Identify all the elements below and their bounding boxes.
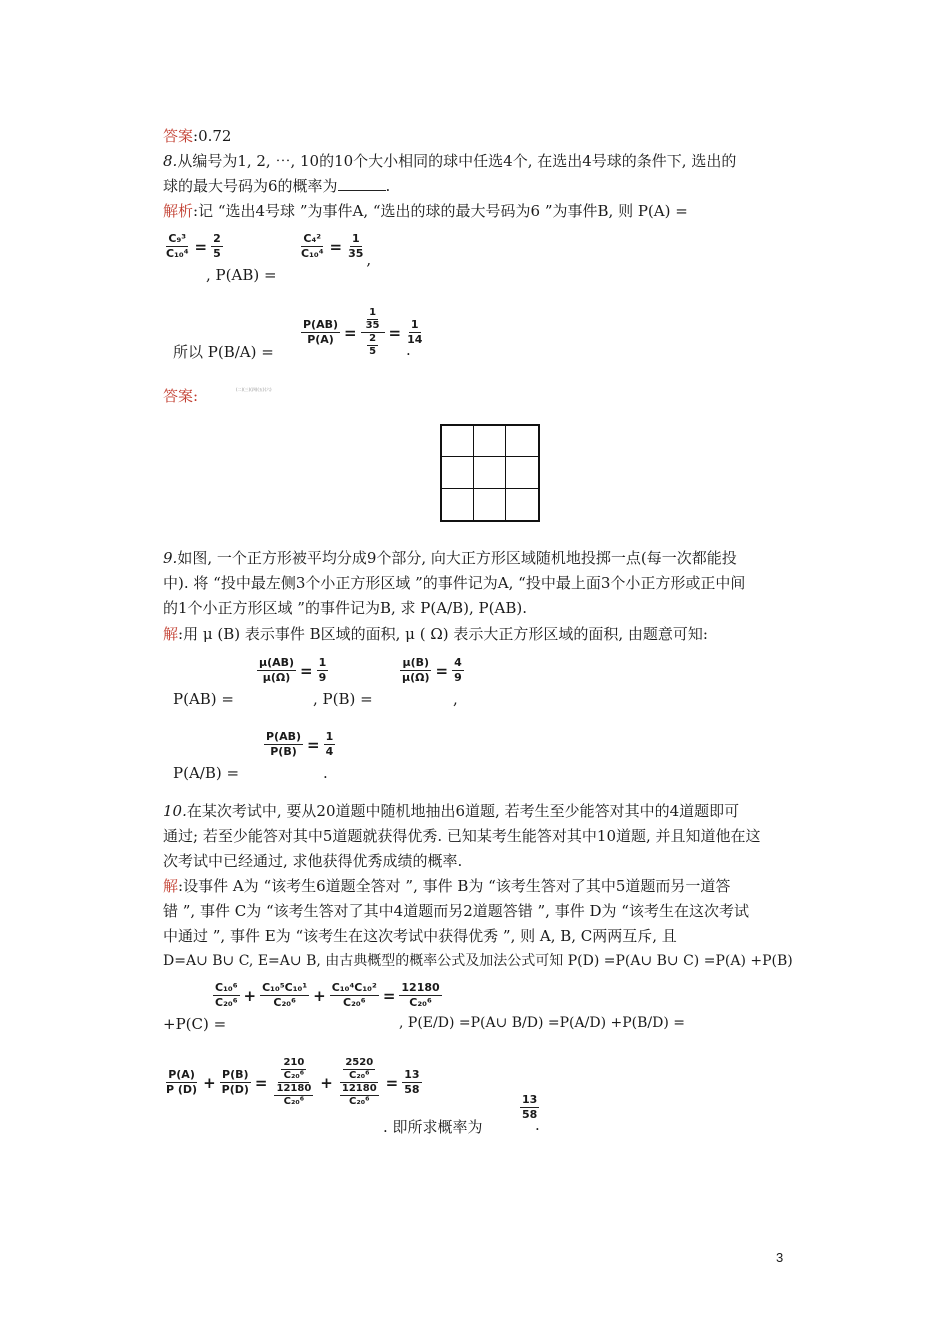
answer2-colon: : (193, 387, 199, 405)
frac-num: P(AB) (266, 730, 302, 743)
s10-line2: 错 ”, 事件 C为 “该考生答对了其中4道题而另2道题答错 ”, 事件 D为 “该考生在这次考试 (163, 902, 749, 920)
grid-cell (474, 457, 506, 488)
answer-label: 答案 (163, 127, 194, 145)
q10-line3: 次考试中已经通过, 求他获得优秀成绩的概率. (163, 852, 463, 870)
s9-pab-formula: $\frac{\mu(AB)}{\mu(\Omega)}$ = $\frac{1}{9}$ (259, 656, 327, 684)
s9-comma: , (453, 690, 458, 708)
s8-line1 (163, 199, 688, 223)
grid-cell (506, 426, 538, 457)
frac-num: 12180 (401, 981, 440, 994)
frac-num: C₁₀⁵C₁₀¹ (262, 981, 308, 994)
page-number: 3 (776, 1250, 784, 1265)
frac-den: 35 (365, 320, 380, 331)
s8-pab-formula: $\frac{\text{C₄²}}{\text{C₁₀⁴}}$ = $\frac{1}{35}$ , (301, 232, 372, 269)
s8-pab-label: , P(AB) = (206, 266, 277, 284)
frac-den: P(B) (270, 745, 297, 758)
answer-line (163, 124, 231, 148)
frac-num: 13 (404, 1068, 420, 1081)
s9-pb-label: , P(B) = (313, 690, 373, 708)
s8-period: . (406, 341, 411, 359)
q9-line2: 中). 将 “投中最左侧3个小正方形区域 ”的事件记为A, “投中最上面3个小正方形或正中间 (163, 574, 746, 592)
grid-cell (442, 426, 474, 457)
answer2-label: 答案 (163, 387, 194, 405)
frac-den: 5 (369, 346, 377, 357)
q10-line1 (163, 799, 739, 823)
q8-line2 (163, 174, 390, 198)
s9-pab-label: P(AB) = (173, 690, 234, 708)
s8-text1: :记 “选出4号球 ”为事件A, “选出的球的最大号码为6 ”为事件B, 则 P(A) = (193, 202, 688, 220)
frac-num: C₁₀⁶ (215, 981, 238, 994)
frac-num: P(A) (168, 1068, 195, 1081)
grid-cell (474, 489, 506, 520)
frac-den: C₂₀⁶ (273, 996, 296, 1009)
grid-cell (506, 489, 538, 520)
s9-period: . (323, 764, 328, 782)
frac-num: 13 (522, 1093, 538, 1106)
frac-den: 9 (318, 671, 327, 684)
frac-num: 2 (213, 232, 221, 245)
s10-line4: D=A∪ B∪ C, E=A∪ B, 由古典概型的概率公式及加法公式可知 P(D) =P(A∪ B∪ C) =P(A) +P(B) (163, 953, 793, 969)
s10-ped-line: , P(E/D) =P(A∪ B/D) =P(A/D) +P(B/D) = (399, 1015, 685, 1031)
frac-den: C₂₀⁶ (349, 1096, 370, 1107)
frac-den: μ(Ω) (402, 671, 430, 684)
s8-pa-formula: $\frac{\text{C₉³}}{\text{C₁₀⁴}}$ = $\frac{2}{5}$ (166, 232, 221, 260)
frac-num: C₉³ (168, 232, 187, 245)
frac-num: P(AB) (303, 318, 339, 331)
frac-den: C₁₀⁴ (301, 247, 324, 260)
q9-line1 (163, 546, 737, 570)
frac-num: 4 (454, 656, 462, 669)
frac-den: 58 (522, 1108, 538, 1121)
frac-num: μ(B) (402, 656, 430, 669)
s10-pd-formula: $\frac{\text{C₁₀⁶}}{\text{C₂₀⁶}}$ + $\frac{\text{C₁₀⁵C₁₀¹}}{\text{C₂₀⁶}}$ + $\frac{\text{C₁₀⁴C₁₀²}}{\text{C₂₀⁶}}$ = $\frac{12180}{\text{C₂₀⁶}}$ (215, 981, 440, 1009)
grid-cell (442, 457, 474, 488)
s9-text1: :用 μ (B) 表示事件 B区域的面积, μ ( Ω) 表示大正方形区域的面积, 由题意可知: (178, 625, 708, 643)
frac-num: 210 (283, 1057, 305, 1068)
frac-num: 1 (318, 656, 327, 669)
q10-number: 10. (163, 802, 187, 820)
grid-cell (506, 457, 538, 488)
q10-text1: 在某次考试中, 要从20道题中随机地抽出6道题, 若考生至少能答对其中的4道题即可 (186, 802, 740, 820)
frac-den: μ(Ω) (262, 671, 291, 684)
frac-num: 12180 (341, 1083, 377, 1094)
s10-ped-formula: $\frac{P(A)}{P (D)}$ + $\frac{P(B)}{P(D)}$ = $\frac{\frac{210}{\text{C₂₀⁶}}}{\frac{12180}{\text{C₂₀⁶}}}$ + $\frac{\frac{2520}{\text{C₂₀⁶}}}{\frac{12180}{\text{C₂₀⁶}}}$ = $\frac{13}{58}$ (166, 1057, 420, 1107)
frac-den: C₂₀⁶ (283, 1096, 305, 1107)
frac-den: 4 (325, 745, 334, 758)
frac-num: 12180 (276, 1083, 312, 1094)
frac-den: C₂₀⁶ (349, 1070, 370, 1081)
q9-line3: 的1个小正方形区域 ”的事件记为B, 求 P(A/B), P(AB). (163, 599, 527, 617)
frac-den: C₂₀⁶ (283, 1070, 305, 1081)
frac-den: 35 (348, 247, 364, 260)
q10-line2: 通过; 若至少能答对其中5道题就获得优秀. 已知某考生能答对其中10道题, 并且知道他在这 (163, 827, 761, 845)
q8-number: 8. (163, 152, 178, 170)
grid-cell (442, 489, 474, 520)
s10-final-text: . 即所求概率为 (383, 1118, 483, 1136)
frac-num: μ(AB) (259, 656, 295, 669)
frac-den: P (D) (166, 1083, 198, 1096)
frac-den: P(A) (307, 333, 334, 346)
answer-value: :0.72 (193, 127, 232, 145)
answer-blank (338, 176, 386, 191)
q9-text1: 如图, 一个正方形被平均分成9个部分, 向大正方形区域随机地投掷一点(每一次都能投 (177, 549, 737, 567)
frac-den: P(D) (221, 1083, 249, 1096)
s10-line1 (163, 874, 730, 898)
frac-num: 1 (410, 318, 419, 331)
frac-den: C₂₀⁶ (343, 996, 366, 1009)
s8-cond-label: 所以 P(B/A) = (173, 343, 274, 361)
s9-cond-formula: $\frac{P(AB)}{P(B)}$ = $\frac{1}{4}$ (266, 730, 334, 758)
frac-num: 2 (369, 333, 377, 344)
frac-den: 58 (404, 1083, 420, 1096)
embedded-image-placeholder: (二)(三)(四)(五)(六) (236, 387, 272, 392)
q8-period: . (385, 177, 391, 195)
s10-line3: 中通过 ”, 事件 E为 “该考生在这次考试中获得优秀 ”, 则 A, B, C两两互斥, 且 (163, 927, 677, 945)
q8-text2: 球的最大号码为6的概率为 (163, 177, 338, 195)
frac-num: 1 (369, 307, 377, 318)
frac-num: 1 (325, 730, 334, 743)
frac-num: 1 (351, 232, 360, 245)
q8-line1 (163, 149, 736, 173)
grid-cell (474, 426, 506, 457)
s9-pb-formula: $\frac{\mu(B)}{\mu(\Omega)}$ = $\frac{4}{9}$ (402, 656, 462, 684)
s8-label: 解析 (163, 202, 194, 220)
frac-num: C₁₀⁴C₁₀² (331, 981, 377, 994)
nine-square-figure (440, 424, 540, 522)
s9-cond-label: P(A/B) = (173, 764, 240, 782)
s10-period: . (535, 1116, 540, 1134)
s8-cond-formula: $\frac{P(AB)}{P(A)}$ = $\frac{\frac{1}{35}}{\frac{2}{5}}$ = $\frac{1}{14}$ (303, 307, 423, 357)
answer2-line (163, 384, 198, 408)
comma: , (366, 250, 372, 269)
frac-den: C₂₀⁶ (215, 996, 238, 1009)
frac-num: C₄² (303, 232, 322, 245)
s9-label: 解 (163, 625, 179, 643)
frac-den: C₁₀⁴ (166, 247, 189, 260)
s10-label: 解 (163, 877, 179, 895)
s10-text1: :设事件 A为 “该考生6道题全答对 ”, 事件 B为 “该考生答对了其中5道题而另一道答 (178, 877, 731, 895)
s10-pc-label: +P(C) = (163, 1015, 227, 1033)
frac-den: 9 (454, 671, 462, 684)
frac-num: 2520 (345, 1057, 374, 1068)
q9-number: 9. (163, 549, 178, 567)
frac-den: 5 (213, 247, 221, 260)
frac-num: P(B) (222, 1068, 249, 1081)
q8-text1: 从编号为1, 2, ⋯, 10的10个大小相同的球中任选4个, 在选出4号球的条件下, 选出的 (177, 152, 737, 170)
frac-den: C₂₀⁶ (409, 996, 432, 1009)
frac-den: 14 (407, 333, 423, 346)
s9-line1 (163, 622, 708, 646)
